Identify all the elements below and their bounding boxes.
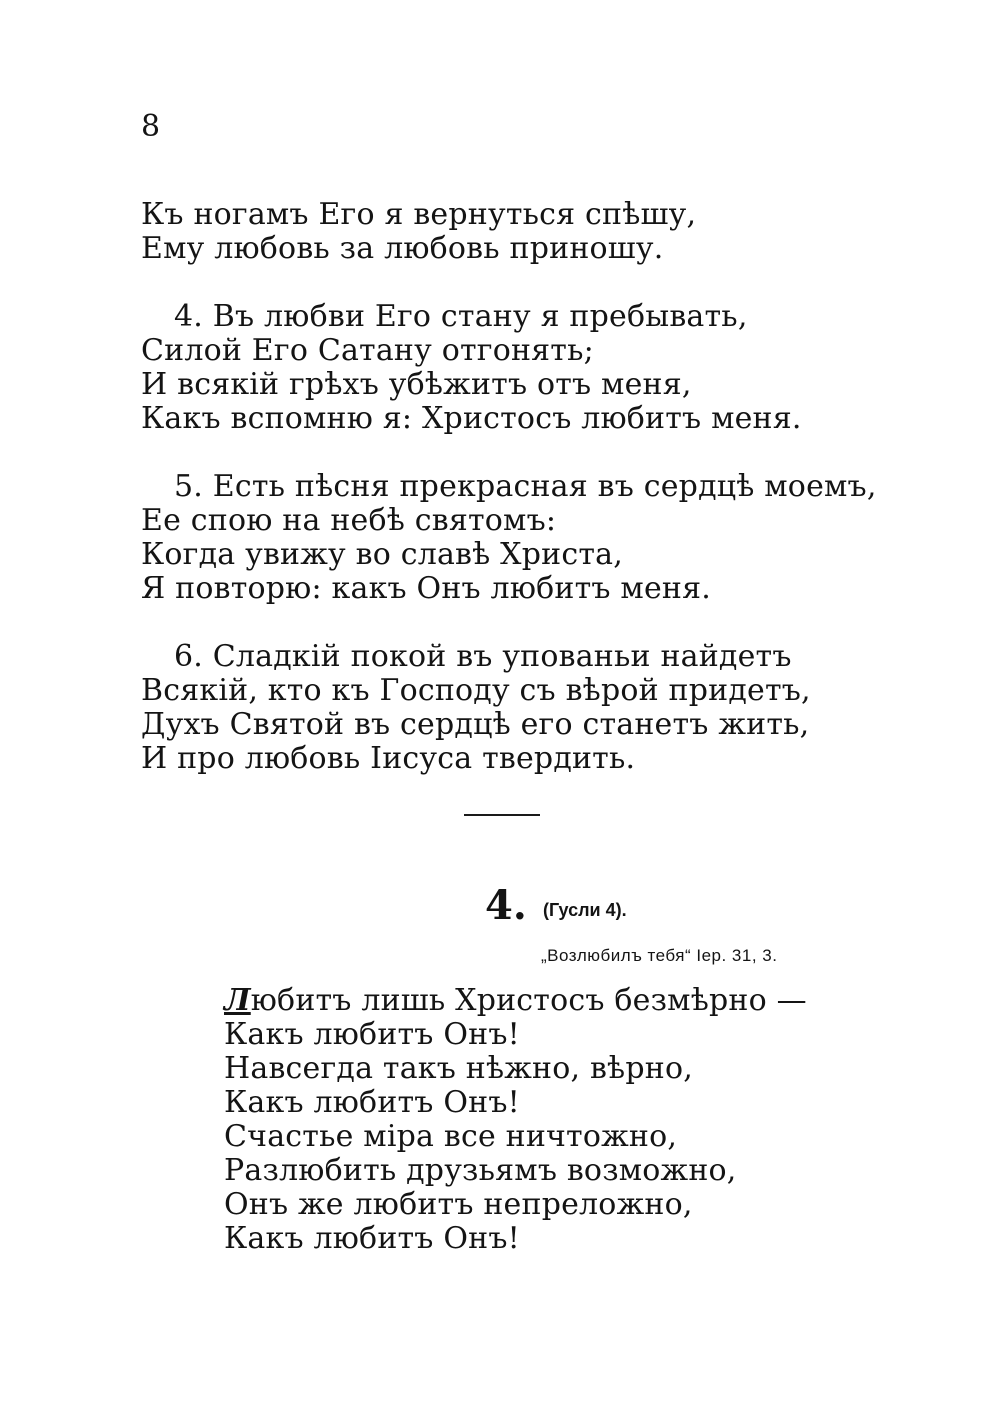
hymn-text <box>224 984 807 1256</box>
verse-line: 6. Сладкій покой въ упованьи найдетъ <box>174 639 792 674</box>
verse-line: Я повторю: какъ Онъ любитъ меня. <box>141 571 711 606</box>
drop-cap: Л <box>224 983 251 1018</box>
verse-line: И про любовь Іисуса твердить. <box>141 741 636 776</box>
verse-line: Какъ вспомню я: Христосъ любитъ меня. <box>141 401 802 436</box>
verse-line: И всякій грѣхъ убѣжитъ отъ меня, <box>141 367 692 402</box>
hymn-line: Какъ любитъ Онъ! <box>224 1085 520 1120</box>
hymn-line: Навсегда такъ нѣжно, вѣрно, <box>224 1051 693 1086</box>
verse-continuation <box>141 198 696 266</box>
hymn-source: (Гусли 4). <box>543 900 627 920</box>
hymn-first-line <box>224 984 807 1018</box>
hymn-line: Онъ же любитъ непреложно, <box>224 1187 693 1222</box>
hymn-line: Какъ любитъ Онъ! <box>224 1017 520 1052</box>
verse-line: Ее спою на небѣ святомъ: <box>141 503 557 538</box>
verse-line: 5. Есть пѣсня прекрасная въ сердцѣ моемъ, <box>174 469 877 504</box>
verse-line: Силой Его Сатану отгонять; <box>141 333 594 368</box>
verse-line: Ему любовь за любовь приношу. <box>141 231 664 266</box>
verse-6 <box>141 640 811 776</box>
verse-line: Всякій, кто къ Господу съ вѣрой придетъ, <box>141 673 811 708</box>
hymn-line: Счастье міра все ничтожно, <box>224 1119 678 1154</box>
hymn-number: 4. <box>485 882 527 929</box>
verse-line: 4. Въ любви Его стану я пребывать, <box>174 299 748 334</box>
verse-5 <box>141 470 877 606</box>
verse-line: Духъ Святой въ сердцѣ его станетъ жить, <box>141 707 810 742</box>
page-number: 8 <box>141 109 161 144</box>
verse-line: Когда увижу во славѣ Христа, <box>141 537 623 572</box>
hymn-line: Разлюбить друзьямъ возможно, <box>224 1153 737 1188</box>
hymn-epigraph: „Возлюбилъ тебя“ Іер. 31, 3. <box>541 946 778 965</box>
hymn-first-line-rest: юбитъ лишь Христосъ безмѣрно — <box>250 983 807 1018</box>
hymn-line: Какъ любитъ Онъ! <box>224 1221 520 1256</box>
verse-line: Къ ногамъ Его я вернуться спѣшу, <box>141 197 697 232</box>
verse-4 <box>141 300 802 436</box>
section-divider <box>464 814 540 816</box>
